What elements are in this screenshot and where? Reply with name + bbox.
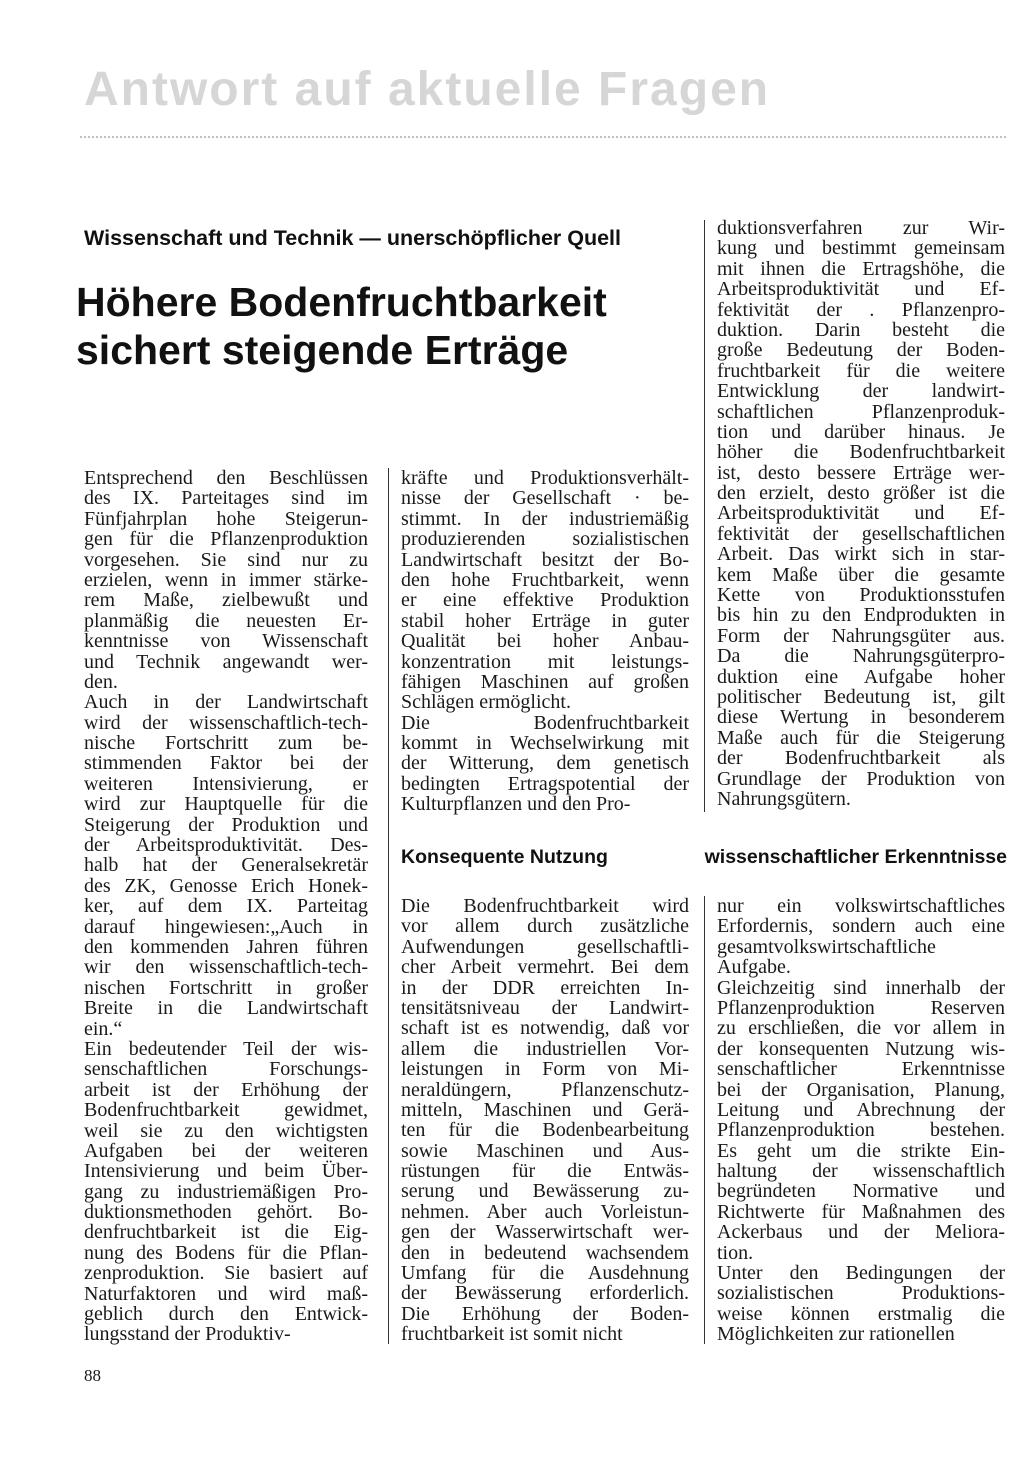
text-line: höher die Bodenfruchtbarkeit bbox=[717, 441, 1005, 464]
text-line: Ackerbaus und der Meliora- bbox=[717, 1221, 1005, 1244]
text-line: duktion eine Aufgabe hoher bbox=[717, 665, 1005, 688]
text-line: Maße auch für die Steigerung bbox=[717, 726, 1005, 749]
text-line: ten für die Bodenbearbeitung bbox=[401, 1119, 689, 1142]
text-line: stimmenden Faktor bei der bbox=[84, 752, 368, 775]
text-line: politischer Bedeutung ist, gilt bbox=[717, 685, 1005, 708]
subhead-part: wissenschaftlicher Erkenntnisse bbox=[704, 846, 1007, 868]
text-line: Pflanzenproduktion bestehen. bbox=[717, 1119, 1005, 1142]
text-line: der Witterung, dem genetisch bbox=[401, 752, 689, 775]
text-line: Möglichkeiten zur rationellen bbox=[717, 1323, 955, 1346]
text-line: Aufgabe. bbox=[717, 956, 791, 979]
column-rule-1 bbox=[388, 468, 389, 1344]
text-line: Landwirtschaft besitzt der Bo- bbox=[401, 548, 689, 571]
text-line: Entsprechend den Beschlüssen bbox=[84, 467, 368, 489]
text-line: Die Bodenfruchtbarkeit wird bbox=[401, 895, 689, 917]
text-line: Nahrungsgütern. bbox=[717, 787, 851, 810]
text-line: geblich durch den Entwick- bbox=[84, 1303, 368, 1326]
text-line: Gleichzeitig sind innerhalb der bbox=[717, 976, 1005, 999]
text-line: gen für die Pflanzenproduktion bbox=[84, 528, 368, 551]
text-line: kräfte und Produktionsverhält- bbox=[401, 467, 689, 489]
text-line: Es geht um die strikte Ein- bbox=[717, 1139, 1005, 1162]
text-line: cher Arbeit vermehrt. Bei dem bbox=[401, 956, 689, 979]
text-line: diese Wertung in besonderem bbox=[717, 706, 1005, 729]
body-column-2-top bbox=[401, 468, 689, 815]
text-line: ein.“ bbox=[84, 1017, 123, 1040]
text-line: tensitätsniveau der Landwirt- bbox=[401, 996, 689, 1019]
text-line: kommt in Wechselwirkung mit bbox=[401, 732, 689, 755]
body-column-2-bottom bbox=[401, 896, 689, 1345]
text-line: Form der Nahrungsgüter aus. bbox=[717, 624, 1005, 647]
text-line: denfruchtbarkeit ist die Eig- bbox=[84, 1221, 368, 1244]
text-line: Pflanzenproduktion Reserven bbox=[717, 996, 1005, 1019]
text-line: Unter den Bedingungen der bbox=[717, 1262, 1005, 1285]
text-line: Bodenfruchtbarkeit gewidmet, bbox=[84, 1099, 368, 1122]
text-line: schaftlichen Pflanzenproduk- bbox=[717, 400, 1005, 423]
text-line: den in bedeutend wachsendem bbox=[401, 1241, 689, 1264]
text-line: darauf hingewiesen:„Auch in bbox=[84, 915, 368, 938]
text-line: Die Bodenfruchtbarkeit bbox=[401, 711, 689, 734]
text-line: nur ein volkswirtschaftliches bbox=[717, 895, 1005, 917]
text-line: fruchtbarkeit ist somit nicht bbox=[401, 1323, 623, 1346]
text-line: Fünfjahrplan hohe Steigerun- bbox=[84, 507, 368, 530]
text-line: der Arbeitsproduktivität. Des- bbox=[84, 834, 368, 857]
section-header: Antwort auf aktuelle Fragen bbox=[84, 63, 771, 116]
headline-line: Höhere Bodenfruchtbarkeit bbox=[76, 279, 607, 325]
text-line: senschaftlichen Forschungs- bbox=[84, 1058, 368, 1081]
text-line: Intensivierung und beim Über- bbox=[84, 1160, 368, 1183]
text-line: duktionsmethoden gehört. Bo- bbox=[84, 1201, 368, 1224]
text-line: kenntnisse von Wissenschaft bbox=[84, 630, 368, 653]
text-line: senschaftlicher Erkenntnisse bbox=[717, 1058, 1005, 1081]
text-line: Die Erhöhung der Boden- bbox=[401, 1302, 689, 1325]
text-line: kung und bestimmt gemeinsam bbox=[717, 237, 1005, 260]
text-line: mit ihnen die Ertragshöhe, die bbox=[717, 257, 1005, 280]
text-line: halb hat der Generalsekretär bbox=[84, 854, 368, 877]
text-line: der Bodenfruchtbarkeit als bbox=[717, 747, 1005, 770]
text-line: serung und Bewässerung zu- bbox=[401, 1180, 689, 1203]
text-line: des ZK, Genosse Erich Honek- bbox=[84, 874, 368, 897]
text-line: bei der Organisation, Planung, bbox=[717, 1078, 1005, 1101]
text-line: fruchtbarkeit für die weitere bbox=[717, 359, 1005, 382]
text-line: mitteln, Maschinen und Gerä- bbox=[401, 1098, 689, 1121]
text-line: Arbeitsproduktivität und Ef- bbox=[717, 278, 1005, 301]
text-line: Erfordernis, sondern auch eine bbox=[717, 915, 1005, 938]
text-line: bedingten Ertragspotential der bbox=[401, 772, 689, 795]
text-line: lungsstand der Produktiv- bbox=[84, 1323, 291, 1346]
text-line: Entwicklung der landwirt- bbox=[717, 380, 1005, 403]
body-column-3-bottom bbox=[717, 896, 1005, 1345]
text-line: produzierenden sozialistischen bbox=[401, 528, 689, 551]
text-line: Da die Nahrungsgüterpro- bbox=[717, 645, 1005, 668]
text-line: leistungen in Form von Mi- bbox=[401, 1058, 689, 1081]
text-line: Aufwendungen gesellschaftli- bbox=[401, 935, 689, 958]
text-line: der konsequenten Nutzung wis- bbox=[717, 1037, 1005, 1060]
text-line: nung des Bodens für die Pflan- bbox=[84, 1241, 368, 1264]
text-line: nisse der Gesellschaft · be- bbox=[401, 487, 689, 510]
text-line: zenproduktion. Sie basiert auf bbox=[84, 1262, 368, 1285]
text-line: haltung der wissenschaftlich bbox=[717, 1160, 1005, 1183]
column-rule-2 bbox=[704, 220, 705, 812]
text-line: nische Fortschritt zum be- bbox=[84, 732, 368, 755]
text-line: Naturfaktoren und wird maß- bbox=[84, 1282, 368, 1305]
text-line: fektivität der . Pflanzenpro- bbox=[717, 298, 1005, 321]
text-line: und Technik angewandt wer- bbox=[84, 650, 368, 673]
text-line: den kommenden Jahren führen bbox=[84, 935, 368, 958]
text-line: Breite in die Landwirtschaft bbox=[84, 997, 368, 1020]
text-line: nehmen. Aber auch Vorleistun- bbox=[401, 1200, 689, 1223]
text-line: wird der wissenschaftlich-tech- bbox=[84, 711, 368, 734]
text-line: tion. bbox=[717, 1241, 754, 1264]
text-line: begründeten Normative und bbox=[717, 1180, 1005, 1203]
text-line: in der DDR erreichten In- bbox=[401, 976, 689, 999]
section-subhead bbox=[401, 846, 1007, 869]
text-line: den erzielt, desto größer ist die bbox=[717, 482, 1005, 505]
text-line: der Bewässerung erforderlich. bbox=[401, 1282, 689, 1305]
text-line: konzentration mit leistungs- bbox=[401, 650, 689, 673]
text-line: zu erschließen, die vor allem in bbox=[717, 1017, 1005, 1040]
headline-line: sichert steigende Erträge bbox=[76, 327, 569, 373]
text-line: rüstungen für die Entwäs- bbox=[401, 1160, 689, 1183]
article-kicker: Wissenschaft und Technik — unerschöpflicher Quell bbox=[84, 226, 622, 250]
text-line: bis hin zu den Endprodukten in bbox=[717, 604, 1005, 627]
body-column-3-top bbox=[717, 218, 1005, 809]
text-line: weise können erstmalig die bbox=[717, 1302, 1005, 1325]
text-line: vor allem durch zusätzliche bbox=[401, 915, 689, 938]
article-headline bbox=[76, 278, 706, 374]
column-rule-3 bbox=[704, 896, 705, 1344]
text-line: schaft ist es notwendig, daß vor bbox=[401, 1017, 689, 1040]
text-line: Umfang für die Ausdehnung bbox=[401, 1262, 689, 1285]
text-line: Aufgaben bei der weiteren bbox=[84, 1139, 368, 1162]
text-line: weiteren Intensivierung, er bbox=[84, 772, 368, 795]
text-line: Leitung und Abrechnung der bbox=[717, 1098, 1005, 1121]
text-line: tion und darüber hinaus. Je bbox=[717, 420, 1005, 443]
subhead-part: Konsequente Nutzung bbox=[401, 846, 608, 868]
text-line: wir den wissenschaftlich-tech- bbox=[84, 956, 368, 979]
text-line: stabil hoher Erträge in guter bbox=[401, 609, 689, 632]
text-line: gesamtvolkswirtschaftliche bbox=[717, 935, 936, 958]
text-line: sozialistischen Produktions- bbox=[717, 1282, 1005, 1305]
text-line: planmäßig die neuesten Er- bbox=[84, 609, 368, 632]
text-line: Qualität bei hoher Anbau- bbox=[401, 630, 689, 653]
text-line: den hohe Fruchtbarkeit, wenn bbox=[401, 568, 689, 591]
text-line: stimmt. In der industriemäßig bbox=[401, 507, 689, 530]
text-line: allem die industriellen Vor- bbox=[401, 1037, 689, 1060]
text-line: duktion. Darin besteht die bbox=[717, 318, 1005, 341]
text-line: rem Maße, zielbewußt und bbox=[84, 589, 368, 612]
text-line: Steigerung der Produktion und bbox=[84, 813, 368, 836]
text-line: er eine effektive Produktion bbox=[401, 589, 689, 612]
text-line: fektivität der gesellschaftlichen bbox=[717, 522, 1005, 545]
header-rule bbox=[80, 136, 1006, 138]
text-line: wird zur Hauptquelle für die bbox=[84, 793, 368, 816]
text-line: Auch in der Landwirtschaft bbox=[84, 691, 368, 714]
text-line: duktionsverfahren zur Wir- bbox=[717, 217, 1005, 239]
text-line: fähigen Maschinen auf großen bbox=[401, 670, 689, 693]
text-line: nischen Fortschritt in großer bbox=[84, 976, 368, 999]
text-line: ist, desto bessere Erträge wer- bbox=[717, 461, 1005, 484]
text-line: gang zu industriemäßigen Pro- bbox=[84, 1180, 368, 1203]
text-line: des IX. Parteitages sind im bbox=[84, 487, 368, 510]
text-line: gen der Wasserwirtschaft wer- bbox=[401, 1221, 689, 1244]
text-line: weil sie zu den wichtigsten bbox=[84, 1119, 368, 1142]
body-column-1 bbox=[84, 468, 368, 1345]
text-line: Schlägen ermöglicht. bbox=[401, 691, 571, 714]
text-line: kem Maße über die gesamte bbox=[717, 563, 1005, 586]
text-line: Ein bedeutender Teil der wis- bbox=[84, 1037, 368, 1060]
page-number: 88 bbox=[84, 1366, 101, 1385]
text-line: Kette von Produktionsstufen bbox=[717, 584, 1005, 607]
text-line: Richtwerte für Maßnahmen des bbox=[717, 1200, 1005, 1223]
text-line: ker, auf dem IX. Parteitag bbox=[84, 895, 368, 918]
text-line: arbeit ist der Erhöhung der bbox=[84, 1078, 368, 1101]
text-line: Grundlage der Produktion von bbox=[717, 767, 1005, 790]
text-line: den. bbox=[84, 670, 118, 693]
text-line: Arbeitsproduktivität und Ef- bbox=[717, 502, 1005, 525]
text-line: Kulturpflanzen und den Pro- bbox=[401, 793, 631, 816]
text-line: sowie Maschinen und Aus- bbox=[401, 1139, 689, 1162]
text-line: erzielen, wenn in immer stärke- bbox=[84, 568, 368, 591]
text-line: Arbeit. Das wirkt sich in star- bbox=[717, 543, 1005, 566]
text-line: vorgesehen. Sie sind nur zu bbox=[84, 548, 368, 571]
text-line: neraldüngern, Pflanzenschutz- bbox=[401, 1078, 689, 1101]
text-line: große Bedeutung der Boden- bbox=[717, 339, 1005, 362]
